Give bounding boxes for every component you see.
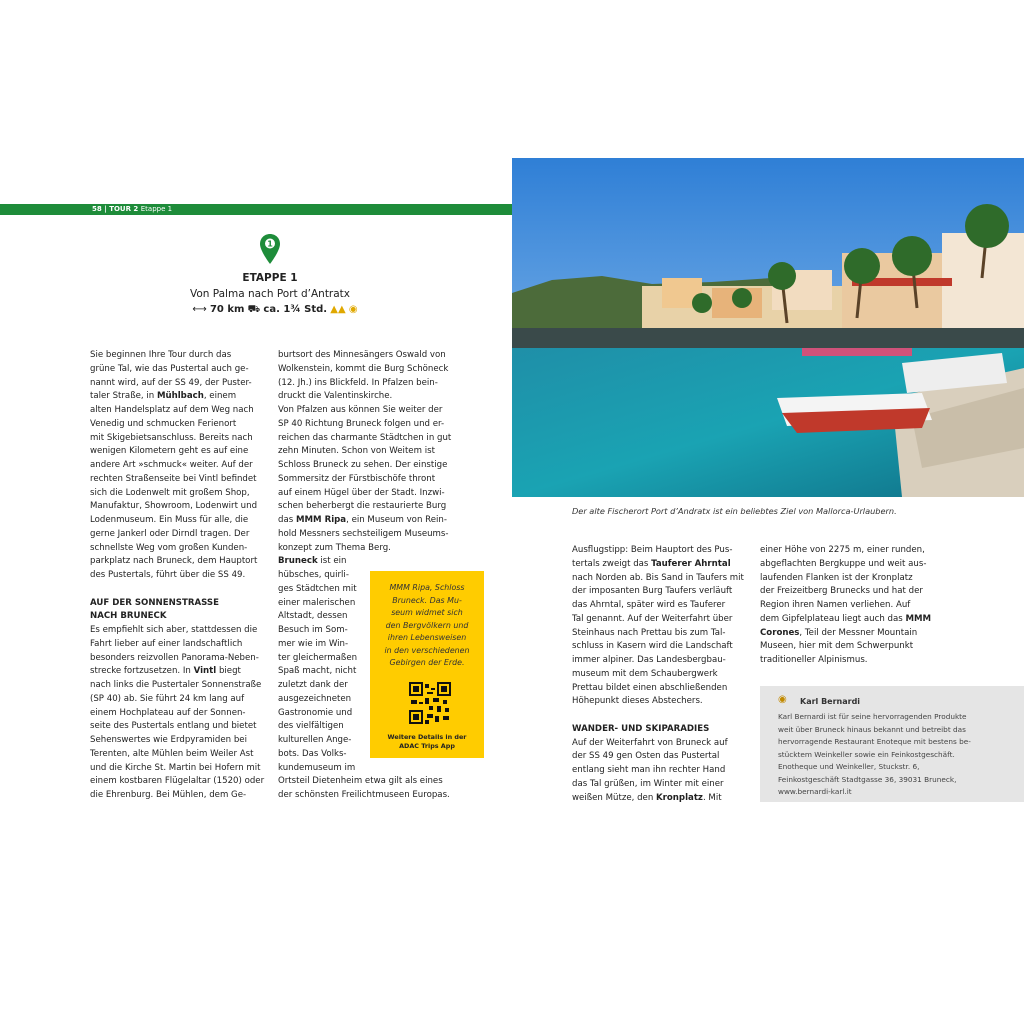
text-column-1 [90, 349, 268, 803]
text-line: Altstadt, dessen [278, 611, 348, 622]
text-line: weit über Bruneck hinaus bekannt und betreibt das [778, 724, 966, 734]
text-line: ihren Lebensweisen [387, 633, 467, 642]
text-line: kulturellen Ange- [278, 735, 352, 745]
text-line: Tal genannt. Auf der Weiterfahrt über [572, 613, 733, 624]
text-line: mer wie im Win- [278, 638, 349, 649]
text-line: MMM Ripa, Schloss [389, 583, 465, 592]
stage-label: Etappe 1 [140, 205, 173, 213]
text-line: kundemuseum im [278, 762, 356, 773]
restaurant-icon: ◉ [348, 304, 358, 315]
route-arrow-icon: ⟷ [192, 304, 207, 315]
text-line: druckt die Valentinskirche. [278, 391, 393, 402]
text-line: alten Handelsplatz auf dem Weg nach [90, 405, 254, 415]
text-line: Von Pfalzen aus können Sie weiter der [278, 405, 443, 415]
text-line: seum widmet sich [391, 608, 463, 617]
text-line: Corones, Teil der Messner Mountain [760, 627, 918, 638]
text-line: einem kostbaren Flügelaltar (1520) oder [90, 776, 265, 787]
text-line: zehn Minuten. Schon von Weitem ist [278, 446, 435, 457]
text-line: Feinkostgeschäft Stadtgasse 36, 39031 Bruneck, [778, 774, 957, 784]
text-line: Region ihren Namen verliehen. Auf [760, 600, 911, 610]
text-line: dem Gipfelplateau liegt auch das MMM [760, 613, 932, 624]
text-line: schnellste Weg vom großen Kunden- [90, 542, 248, 553]
harbor-photo [512, 158, 1024, 497]
text-line: die Ehrenburg. Bei Mühlen, dem Ge- [90, 790, 247, 800]
text-line: der schönsten Freilichtmuseen Europas. [278, 790, 450, 800]
text-line: ADAC Trips App [399, 742, 455, 750]
text-line: Steinhaus nach Prettau bis zum Tal- [572, 627, 726, 638]
text-line: stücktem Weinkeller sowie ein Feinkostgeschäft. [778, 749, 955, 759]
text-line: traditioneller Alpinismus. [760, 655, 868, 665]
text-line: Es empfiehlt sich aber, stattdessen die [90, 625, 258, 635]
stage-distance: 70 km [209, 304, 245, 315]
text-line: Museen, hier mit dem Schwerpunkt [760, 641, 914, 652]
running-header [92, 204, 172, 215]
text-line: der imposanten Burg Taufers verläuft [572, 586, 733, 597]
app-link-text[interactable] [372, 733, 482, 751]
text-line: Sommersitz der Fürstbischöfe thront [278, 473, 436, 484]
text-line: museum mit dem Schaubergwerk [572, 668, 718, 679]
text-line: (SP 40) ab. Sie führt 24 km lang auf [90, 693, 245, 704]
text-line: Höhepunkt dieses Abstechers. [572, 696, 703, 707]
text-line: einer Höhe von 2275 m, einer runden, [760, 545, 925, 555]
text-line: schluss in Kasern wird die Landschaft [572, 641, 733, 652]
text-line: parkplatz nach Bruneck, dem Hauptort [90, 556, 258, 567]
tour-label: TOUR 2 [109, 205, 139, 213]
text-line: nach links die Pustertaler Sonnenstraße [90, 680, 262, 690]
text-line: burtsort des Minnesängers Oswald von [278, 350, 446, 360]
text-line: abgeflachten Bergkuppe und weit aus- [760, 558, 927, 569]
header-bar [0, 204, 512, 215]
text-line: Wolkenstein, kommt die Burg Schöneck [278, 363, 449, 374]
restaurant-icon: ◉ [778, 694, 787, 705]
text-line: wenigen Kilometern geht es auf eine [90, 446, 249, 457]
text-line: rechten Straßenseite bei Vintl befindet [90, 473, 257, 484]
text-line: Enotheque und Weinkeller, Stuckstr. 6, [778, 762, 920, 771]
text-line: der Freizeitberg Brunecks und hat der [760, 586, 923, 597]
text-column-3 [572, 544, 752, 805]
text-line: ges Städtchen mit [278, 583, 357, 594]
text-line: nannt wird, auf der SS 49, der Puster- [90, 377, 252, 388]
text-line: den Bergvölkern und [385, 620, 469, 630]
stage-duration: ca. 1¾ Std. [263, 304, 328, 315]
text-line: und die Kirche St. Martin bei Hofern mit [90, 762, 261, 773]
text-line: Venedig und schmucken Ferienort [90, 418, 237, 429]
photo-caption: Der alte Fischerort Port d’Andratx ist ein beliebtes Ziel von Mallorca-Urlaubern. [572, 506, 897, 516]
text-line: einer malerischen [278, 597, 356, 608]
text-line: besonders reizvollen Panorama-Neben- [90, 652, 259, 663]
text-line: laufenden Flanken ist der Kronplatz [760, 572, 913, 583]
text-line: des vielfältigen [278, 721, 344, 732]
text-line: Sehenswertes wie Erdpyramiden bei [90, 735, 247, 745]
qr-code-icon[interactable] [409, 682, 451, 724]
text-line: Bruneck ist ein [278, 556, 347, 567]
text-line: andere Art »schmuck« weiter. Auf der [90, 460, 253, 470]
text-line: sich die Lodenwelt mit großem Shop, [90, 487, 250, 498]
text-line: Ortsteil Dietenheim etwa gilt als eines [278, 776, 443, 787]
text-line: strecke fortzusetzen. In Vintl biegt [90, 666, 241, 677]
text-line: taler Straße, in Mühlbach, einem [90, 391, 237, 402]
text-line: reichen das charmante Städtchen in gut [278, 432, 452, 443]
text-line: Schloss Bruneck zu sehen. Der einstige [278, 460, 448, 470]
text-line: auf einem Hügel über der Stadt. Inzwi- [278, 487, 445, 498]
text-line: nach Norden ab. Bis Sand in Taufers mit [572, 572, 744, 583]
text-line: hervorragende Restaurant Enoteque mit bestens be- [778, 737, 971, 746]
text-line: Sie beginnen Ihre Tour durch das [90, 350, 232, 360]
text-line: grüne Tal, wie das Pustertal auch ge- [90, 363, 249, 374]
text-line: einem Hochplateau auf der Sonnen- [90, 707, 246, 718]
app-tip-text [372, 582, 482, 670]
text-line: hold Messners sechsteiligem Museums- [278, 528, 449, 539]
text-line: mit Skigebietsanschluss. Bereits nach [90, 432, 253, 443]
info-box-text [778, 711, 971, 799]
text-line: das Tal grüßen, im Winter mit einer [572, 778, 724, 789]
text-line: das Ahrntal, später wird es Tauferer [572, 600, 726, 610]
text-line: hübsches, quirli- [278, 570, 349, 580]
text-line: entlang sieht man ihn rechter Hand [572, 765, 726, 775]
text-line: in den verschiedenen [384, 645, 470, 655]
text-line: ausgezeichneten [278, 693, 352, 704]
text-line: tertals zweigt das Tauferer Ahrntal [572, 558, 731, 569]
text-line: konzept zum Thema Berg. [278, 542, 391, 553]
text-line: Karl Bernardi ist für seine hervorragenden Produkte [778, 712, 967, 721]
text-line: www.bernardi-karl.it [778, 787, 852, 796]
section-heading: AUF DER SONNENSTRASSE [90, 597, 219, 608]
text-line: gerne Jankerl oder Dirndl tragen. Der [90, 528, 250, 539]
text-line: Gastronomie und [278, 707, 353, 718]
text-line: Lodenmuseum. Ein Muss für alle, die [90, 515, 249, 525]
page-number: 58 [92, 205, 102, 213]
text-line: zuletzt dank der [278, 680, 348, 690]
text-line: immer alpiner. Das Landesbergbau- [572, 655, 726, 665]
mountain-icon: ▲▲ [330, 304, 346, 315]
text-line: Weitere Details in der [387, 733, 467, 741]
text-line: Fahrt lieber auf einer landschaftlich [90, 638, 243, 649]
text-line: SP 40 Richtung Bruneck folgen und er- [278, 418, 445, 429]
text-line: Besuch im Som- [278, 625, 348, 635]
text-line: (12. Jh.) ins Blickfeld. In Pfalzen bein- [278, 377, 438, 388]
text-line: Gebirgen der Erde. [389, 658, 465, 667]
section-heading: WANDER- UND SKIPARADIES [572, 723, 710, 734]
stage-subtitle: Von Palma nach Port d’Antratx [189, 288, 351, 300]
stage-marker-number: 1 [267, 239, 273, 249]
text-line: Terenten, alte Mühlen beim Weiler Ast [90, 748, 254, 759]
text-line: Prettau bildet einen abschließenden [572, 682, 728, 693]
text-line: ter gleichermaßen [278, 652, 358, 663]
text-line: schen beherbergt die restaurierte Burg [278, 501, 447, 512]
text-line: Ausflugstipp: Beim Hauptort des Pus- [572, 545, 733, 555]
text-line: Spaß macht, nicht [278, 666, 357, 677]
text-line: das MMM Ripa, ein Museum von Rein- [278, 515, 447, 525]
text-line: des Pustertals, führt über die SS 49. [90, 570, 246, 580]
car-icon: ⛟ [247, 304, 261, 315]
info-box-title: Karl Bernardi [800, 697, 861, 706]
header-separator: | [104, 205, 107, 213]
text-line: Auf der Weiterfahrt von Bruneck auf [572, 737, 728, 748]
text-line: Bruneck. Das Mu- [392, 595, 462, 605]
section-heading: NACH BRUNECK [90, 611, 167, 622]
text-column-4 [760, 544, 940, 668]
text-line: weißen Mütze, den Kronplatz. Mit [572, 792, 722, 803]
text-line: der SS 49 gen Osten das Pustertal [572, 751, 720, 762]
stage-title: ETAPPE 1 [242, 272, 298, 284]
text-line: bots. Das Volks- [278, 748, 347, 759]
text-line: seite des Pustertals entlang und bietet [90, 721, 257, 732]
text-line: Manufaktur, Showroom, Lodenwirt und [90, 501, 258, 512]
map-pin-icon [259, 233, 281, 269]
stage-meta [170, 304, 380, 317]
